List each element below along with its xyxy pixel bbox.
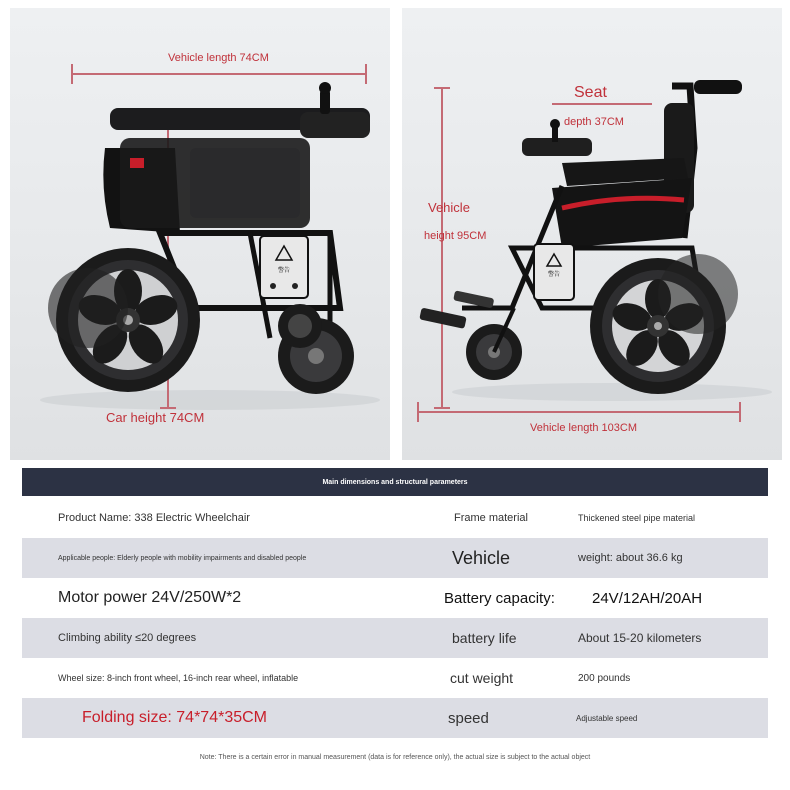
spec-mid-cell: Battery capacity: (444, 589, 555, 607)
spec-row (22, 578, 768, 618)
spec-mid-cell: cut weight (450, 670, 514, 686)
spec-row (22, 658, 768, 698)
vehicle-length-label: Vehicle length 103CM (530, 422, 638, 434)
caution-label: 警告 (547, 271, 561, 278)
spec-right-cell: 24V/12AH/20AH (592, 589, 703, 607)
photo-open-wheelchair (402, 8, 782, 460)
caution-label: 警告 (277, 267, 291, 274)
spec-row (22, 618, 768, 658)
spec-right-cell: Thickened steel pipe material (578, 513, 696, 523)
vehicle-length-label: Vehicle length 74CM (168, 52, 269, 64)
photo-folded-wheelchair (10, 8, 390, 460)
spec-right-cell: 200 pounds (578, 672, 631, 684)
spec-left-cell: Product Name: 338 Electric Wheelchair (58, 512, 250, 524)
spec-mid-cell: Vehicle (452, 547, 511, 568)
spec-left-cell: Applicable people: Elderly people with mobility impairments and disabled people (58, 554, 307, 562)
vehicle-label: Vehicle (428, 200, 470, 215)
spec-left-cell: Wheel size: 8-inch front wheel, 16-inch rear wheel, inflatable (58, 673, 299, 683)
spec-left-cell: Folding size: 74*74*35CM (82, 709, 267, 726)
car-height-label: Car height 74CM (106, 410, 205, 425)
front-wheel (466, 308, 522, 380)
spec-left-cell: Motor power 24V/250W*2 (58, 589, 242, 606)
spec-right-cell: weight: about 36.6 kg (578, 552, 683, 564)
spec-mid-cell: speed (448, 709, 489, 727)
front-wheel (278, 304, 354, 394)
seat-label: Seat (574, 84, 607, 101)
spec-mid-cell: Frame material (454, 512, 528, 524)
spec-table-title: Main dimensions and structural parameters (22, 468, 768, 496)
measurement-note: Note: There is a certain error in manual measurement (data is for reference only), the actual size is subject to the actual object (199, 754, 591, 761)
vehicle-height-label: height 95CM (424, 230, 487, 242)
spec-mid-cell: battery life (452, 630, 517, 646)
folded-wheelchair-illustration (10, 8, 390, 460)
spec-row (22, 538, 768, 578)
spec-row (22, 698, 768, 738)
seat-depth-label: depth 37CM (564, 116, 624, 128)
spec-left-cell: Climbing ability ≤20 degrees (58, 632, 197, 644)
spec-right-cell: Adjustable speed (576, 713, 638, 723)
spec-right-cell: About 15-20 kilometers (578, 631, 702, 645)
spec-row (22, 498, 768, 538)
